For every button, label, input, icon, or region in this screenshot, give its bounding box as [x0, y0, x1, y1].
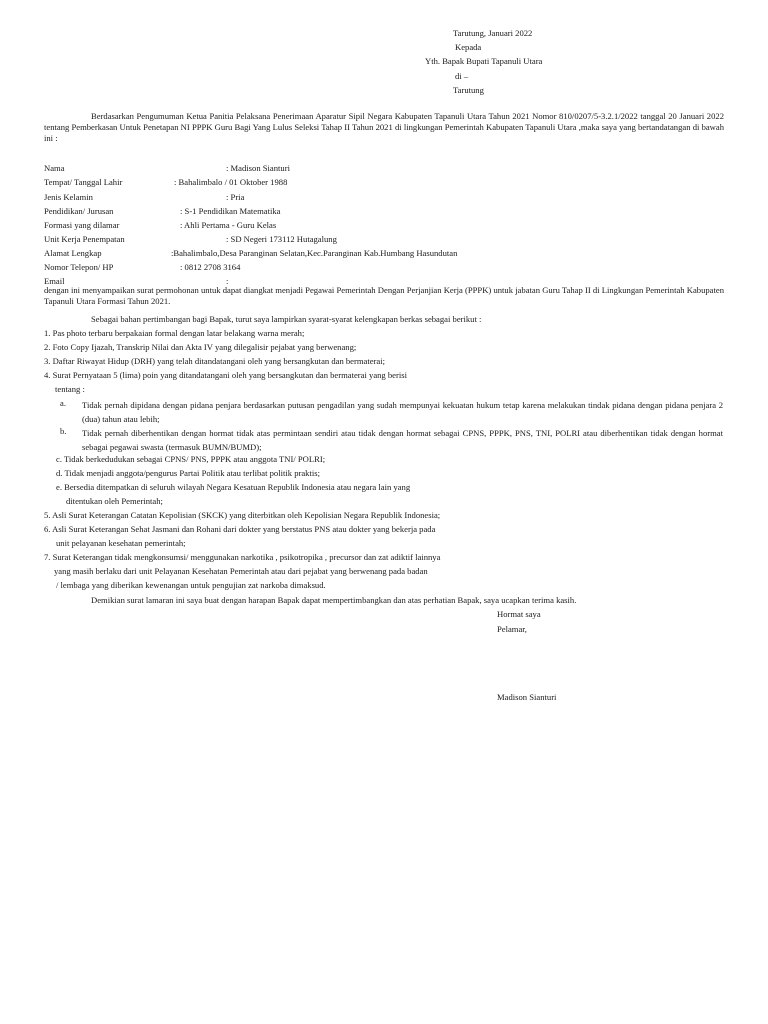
- list-item-4-line2: tentang :: [55, 384, 85, 394]
- addressee-yth: Yth. Bapak Bupati Tapanuli Utara: [425, 56, 543, 66]
- addressee-city: Tarutung: [453, 85, 484, 95]
- field-value-pendidikan: : S-1 Pendidikan Matematika: [180, 206, 281, 216]
- field-label-jk: Jenis Kelamin: [44, 192, 93, 202]
- intro-paragraph: Berdasarkan Pengumuman Ketua Panitia Pelaksana Penerimaan Aparatur Sipil Negara Kabupaten Tapanuli Utara Tahun 2021 Nomor 810/0207/5-3.2.1/2022 tanggal 20 Januari 2022 tentang Pemberkasan Untuk Penetapan NI PPPK Guru Bagi Yang Lulus Seleksi Tahap II Tahun 2021 di lingkungan Pemerintah Kabupaten Tapanuli Utara ,maka saya yang bertandatangan di bawah ini :: [44, 111, 724, 143]
- list-item-6-line1: 6. Asli Surat Keterangan Sehat Jasmani dan Rohani dari dokter yang berstatus PNS atau dokter yang bekerja pada: [44, 524, 436, 534]
- field-value-ttl: : Bahalimbalo / 01 Oktober 1988: [174, 177, 288, 187]
- field-value-alamat: :Bahalimbalo,Desa Paranginan Selatan,Kec.Paranginan Kab.Humbang Hasundutan: [171, 248, 458, 258]
- list-item-5: 5. Asli Surat Keterangan Catatan Kepolisian (SKCK) yang diterbitkan oleh Kepolisian Negara Republik Indonesia;: [44, 510, 441, 520]
- signoff-pelamar: Pelamar,: [497, 624, 527, 634]
- list-item-4-line1: 4. Surat Pernyataan 5 (lima) poin yang ditandatangani oleh yang bersangkutan dan bermaterai yang berisi: [44, 370, 407, 380]
- field-value-formasi: : Ahli Pertama - Guru Kelas: [180, 220, 277, 230]
- field-label-alamat: Alamat Lengkap: [44, 248, 102, 258]
- field-value-email: :: [226, 276, 229, 286]
- subitem-d: d. Tidak menjadi anggota/pengurus Partai Politik atau terlibat politik praktis;: [56, 468, 320, 478]
- subitem-e-line2: ditentukan oleh Pemerintah;: [66, 496, 163, 506]
- field-label-email: Email: [44, 276, 65, 286]
- addressee-di: di –: [455, 71, 469, 81]
- subitem-a-text: Tidak pernah dipidana dengan pidana penjara berdasarkan putusan pengadilan yang sudah mempunyai kekuatan hukum tetap karena melakukan tindak pidana dengan pidana penjara 2 (dua) tahun atau lebih;: [82, 400, 723, 424]
- list-item-7-line2: yang masih berlaku dari unit Pelayanan Kesehatan Pemerintah atau dari pejabat yang berwenang pada badan: [54, 566, 428, 576]
- list-item-2: 2. Foto Copy Ijazah, Transkrip Nilai dan Akta IV yang dilegalisir pejabat yang berwenang;: [44, 342, 357, 352]
- subitem-b-marker: b.: [60, 426, 67, 436]
- field-label-telepon: Nomor Telepon/ HP: [44, 262, 114, 272]
- subitem-e-line1: e. Bersedia ditempatkan di seluruh wilayah Negara Kesatuan Republik Indonesia atau negara lain yang: [56, 482, 411, 492]
- signoff-hormat: Hormat saya: [497, 609, 541, 619]
- place-date: Tarutung, Januari 2022: [453, 28, 533, 38]
- field-label-formasi: Formasi yang dilamar: [44, 220, 120, 230]
- subitem-c: c. Tidak berkedudukan sebagai CPNS/ PNS, PPPK atau anggota TNI/ POLRI;: [56, 454, 326, 464]
- list-item-6-line2: unit pelayanan kesehatan pemerintah;: [56, 538, 186, 548]
- field-label-nama: Nama: [44, 163, 65, 173]
- list-item-7-line1: 7. Surat Keterangan tidak mengkonsumsi/ menggunakan narkotika , psikotropika , precursor dan zat adiktif lainnya: [44, 552, 441, 562]
- attachments-intro: Sebagai bahan pertimbangan bagi Bapak, turut saya lampirkan syarat-syarat kelengkapan berkas sebagai berikut :: [91, 314, 482, 324]
- field-label-pendidikan: Pendidikan/ Jurusan: [44, 206, 114, 216]
- field-value-unit: : SD Negeri 173112 Hutagalung: [226, 234, 337, 244]
- list-item-1: 1. Pas photo terbaru berpakaian formal dengan latar belakang warna merah;: [44, 328, 305, 338]
- subitem-b-text: Tidak pernah diberhentikan dengan hormat tidak atas permintaan sendiri atau tidak dengan hormat sebagai CPNS, PPPK, PNS, TNI, POLRI atau diberhentikan tidak dengan hormat sebagai pegawai swasta (termasuk BUMN/BUMD);: [82, 428, 723, 452]
- closing-paragraph: Demikian surat lamaran ini saya buat dengan harapan Bapak dapat mempertimbangkan dan atas perhatian Bapak, saya ucapkan terima kasih.: [91, 595, 577, 605]
- field-label-unit: Unit Kerja Penempatan: [44, 234, 125, 244]
- list-item-7-line3: / lembaga yang diberikan kewenangan untuk pengujian zat narkoba dimaksud.: [56, 580, 326, 590]
- field-value-nama: : Madison Sianturi: [226, 163, 290, 173]
- field-value-jk: : Pria: [226, 192, 245, 202]
- field-label-ttl: Tempat/ Tanggal Lahir: [44, 177, 123, 187]
- addressee-kepada: Kepada: [455, 42, 482, 52]
- list-item-3: 3. Daftar Riwayat Hidup (DRH) yang telah ditandatangani oleh yang bersangkutan dan bermaterai;: [44, 356, 386, 366]
- application-paragraph: dengan ini menyampaikan surat permohonan untuk dapat diangkat menjadi Pegawai Pemerintah Dengan Perjanjian Kerja (PPPK) untuk jabatan Guru Tahap II di Lingkungan Pemerintah Kabupaten Tapanuli Utara Formasi Tahun 2021.: [44, 285, 724, 306]
- subitem-a-marker: a.: [60, 398, 66, 408]
- field-value-telepon: : 0812 2708 3164: [180, 262, 241, 272]
- signoff-name: Madison Sianturi: [497, 692, 557, 702]
